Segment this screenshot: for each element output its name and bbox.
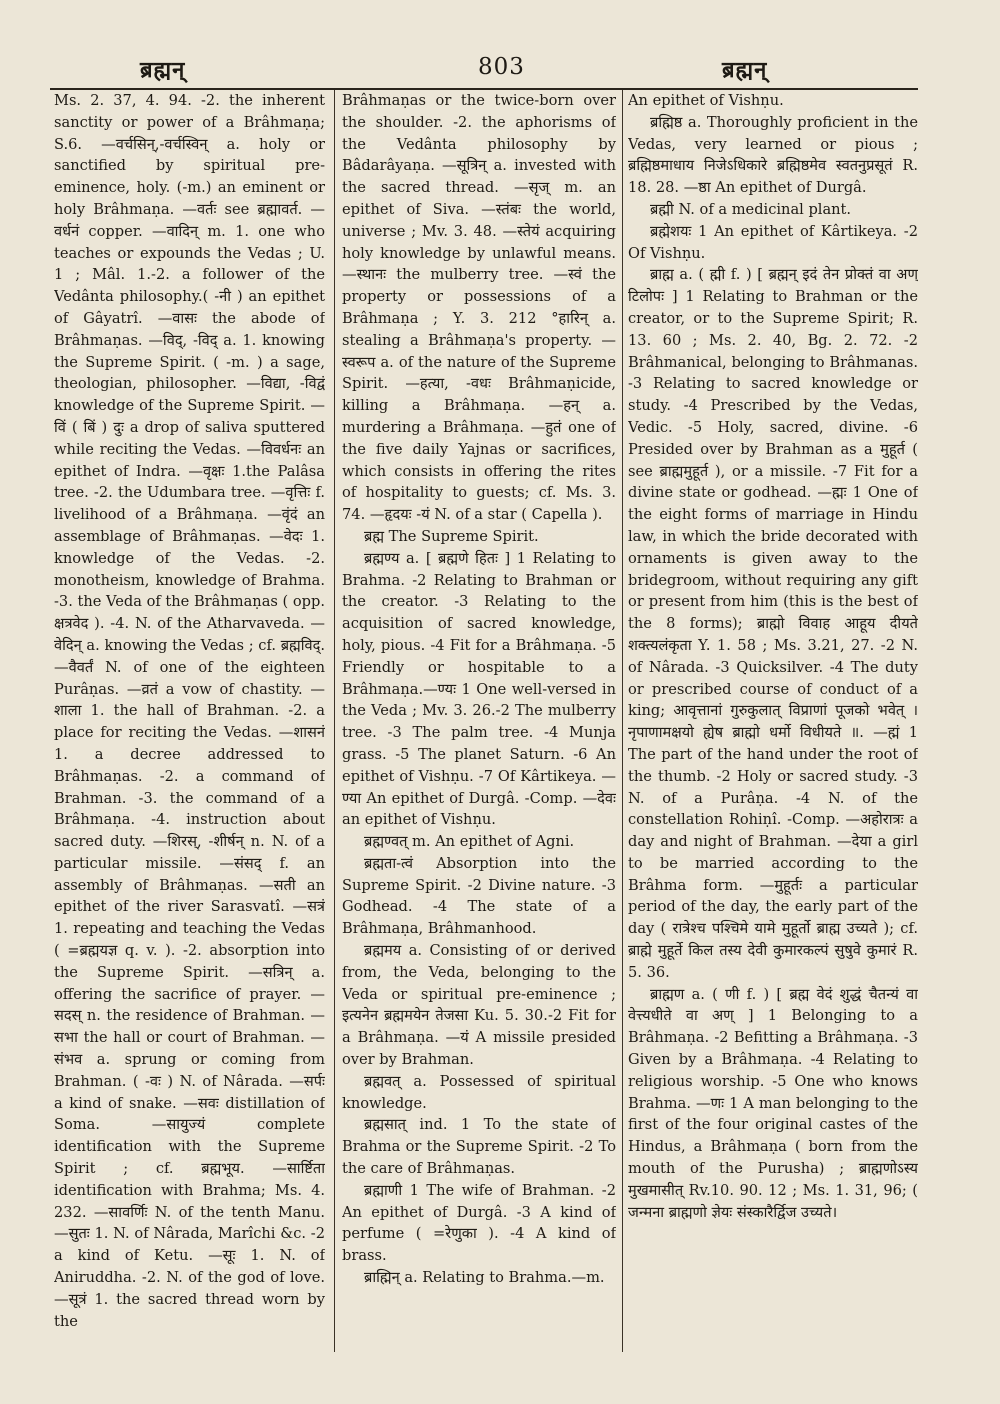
dictionary-entry: ब्रह्मसात् ind. 1 To the state of Brahma or the Supreme Spirit. -2 To the care of Brâhmaṇas. bbox=[342, 1116, 616, 1178]
dictionary-entry: ब्रह्म The Supreme Spirit. bbox=[364, 527, 539, 545]
dictionary-entry: ब्रह्मी N. of a medicinal plant. bbox=[650, 200, 852, 218]
dictionary-entry: ब्राह्मिन् a. Relating to Brahma.—m. bbox=[364, 1269, 605, 1287]
running-head-left: ब्रह्मन् bbox=[140, 57, 186, 83]
dictionary-entry: ब्रह्ममय a. Consisting of or derived from, the Veda, belonging to the Veda or spiritual pre-eminence ; इत्यनेन ब्रह्ममयेन तेजसा Ku. 5. 30.-2 Fit for a Brâhmaṇa. —यं A missile presided over by Brahman. bbox=[342, 942, 616, 1069]
running-head-right: ब्रह्मन् bbox=[722, 57, 768, 83]
dictionary-entry: ब्राह्मण a. ( णी f. ) [ ब्रह्म वेदं शुद्धं चैतन्यं वा वेत्त्यधीते वा अण् ] 1 Belonging to a Brâhmaṇa. -2 Befitting a Brâhmaṇa. -3 Given by a Brâhmaṇa. -4 Relating to religious worship. -5 One who knows Brahma. —णः 1 A man belonging to the first of the four original castes of the Hindus, a Brâhmaṇa ( born from the mouth of the Purusha) ; ब्राह्मणोऽस्य मुखमासीत् Rv.10. 90. 12 ; Ms. 1. 31, 96; ( जन्मना ब्राह्मणो ज्ञेयः संस्कारैर्द्विज उच्यते। bbox=[628, 985, 918, 1221]
dictionary-entry: ब्रह्मवत् a. Possessed of spiritual knowledge. bbox=[342, 1072, 616, 1112]
dictionary-entry: ब्रह्मेशयः 1 An epithet of Kârtikeya. -2 Of Vishṇu. bbox=[628, 222, 918, 262]
column-divider bbox=[334, 90, 335, 1352]
column-divider bbox=[622, 90, 623, 1352]
page-number: 803 bbox=[478, 54, 525, 80]
text-column-3 bbox=[628, 90, 918, 1360]
dictionary-entry: ब्रह्माणी 1 The wife of Brahman. -2 An epithet of Durgâ. -3 A kind of perfume ( =रेणुका ). -4 A kind of brass. bbox=[342, 1181, 616, 1265]
dictionary-entry: ब्रह्मिष्ठ a. Thoroughly proficient in the Vedas, very learned or pious ; ब्रह्मिष्ठमाधाय निजेऽधिकारे ब्रह्मिष्ठमेव स्वतनुप्रसूतं R. 18. 28. —ष्ठा An epithet of Durgâ. bbox=[628, 113, 918, 197]
dictionary-entry: ब्रह्मण्य a. [ ब्रह्मणे हितः ] 1 Relating to Brahma. -2 Relating to Brahman or the creator. -3 Relating to the acquisition of sacred knowledge, holy, pious. -4 Fit for a Brâhmaṇa. -5 Friendly or hospitable to a Brâhmaṇa.—ण्यः 1 One well-versed in the Veda ; Mv. 3. 26.-2 The mulberry tree. -3 The palm tree. -4 Munja grass. -5 The planet Saturn. -6 An epithet of Vishṇu. -7 Of Kârtikeya. —ण्या An epithet of Durgâ. -Comp. —देवः an epithet of Vishṇu. bbox=[342, 549, 616, 829]
dictionary-entry: ब्रह्मता-त्वं Absorption into the Supreme Spirit. -2 Divine nature. -3 Godhead. -4 The state of a Brâhmaṇa, Brâhmanhood. bbox=[342, 854, 616, 938]
column-paragraph: Ms. 2. 37, 4. 94. -2. the inherent sanctity or power of a Brâhmaṇa; S.6. —वर्चसिन्,-वर्चस्विन् a. holy or sanctified by spiritual pre-eminence, holy. (-m.) an eminent or holy Brâhmaṇa. —वर्तः see ब्रह्मावर्त. —वर्धनं copper. —वादिन् m. 1. one who teaches or expounds the Vedas ; U. 1 ; Mâl. 1.-2. a follower of the Vedânta philosophy.( -नी ) an epithet of Gâyatrî. —वासः the abode of Brâhmaṇas. —विद्, -विद् a. 1. knowing the Supreme Spirit. ( -m. ) a sage, theologian, philosopher. —विद्या, -विद्वं knowledge of the Supreme Spirit. —विं ( बिं ) दुः a drop of saliva sputtered while reciting the Vedas. —विवर्धनः an epithet of Indra. —वृक्षः 1.the Palâsa tree. -2. the Udumbara tree. —वृत्तिः f. livelihood of a Brâhmaṇa. —वृंदं an assemblage of Brâhmaṇas. —वेदः 1. knowledge of the Vedas. -2. monotheism, knowledge of Brahma. -3. the Veda of the Brâhmaṇas ( opp. क्षत्रवेद ). -4. N. of the Atharvaveda. —वेदिन् a. knowing the Vedas ; cf. ब्रह्मविद्. —वैवर्तं N. of one of the eighteen Purâṇas. —व्रतं a vow of chastity. —शाला 1. the hall of Brahman. -2. a place for reciting the Vedas. —शासनं 1. a decree addressed to Brâhmaṇas. -2. a command of Brahman. -3. the command of a Brâhmaṇa. -4. instruction about sacred duty. —शिरस्, -शीर्षन् n. N. of a particular missile. —संसद् f. an assembly of Brâhmaṇas. —सती an epithet of the river Sarasvatî. —सत्रं 1. repeating and teaching the Vedas ( =ब्रह्मयज्ञ q. v. ). -2. absorption into the Supreme Spirit. —सत्रिन् a. offering the sacrifice of prayer. —सदस् n. the residence of Brahman. —सभा the hall or court of Brahman. —संभव a. sprung or coming from Brahman. ( -वः ) N. of Nârada. —सर्पः a kind of snake. —सवः distillation of Soma. —सायुज्यं complete identification with the Supreme Spirit ; cf. ब्रह्मभूय. —सार्ष्टिता identification with Brahma; Ms. 4. 232. —सावर्णिः N. of the tenth Manu. —सुतः 1. N. of Nârada, Marîchi &c. -2 a kind of Ketu. —सूः 1. N. of Aniruddha. -2. N. of the god of love. —सूत्रं 1. the sacred thread worn by the bbox=[54, 92, 325, 1330]
text-column-2 bbox=[342, 90, 616, 1360]
column-paragraph: An epithet of Vishṇu. bbox=[628, 92, 784, 109]
dictionary-entry: ब्राह्म a. ( ह्मी f. ) [ ब्रह्मन् इदं तेन प्रोक्तं वा अण् टिलोपः ] 1 Relating to Brahman or the creator, or to the Supreme Spirit; R. 13. 60 ; Ms. 2. 40, Bg. 2. 72. -2 Brâhmanical, belonging to Brâhmanas. -3 Relating to sacred knowledge or study. -4 Prescribed by the Vedas, Vedic. -5 Holy, sacred, divine. -6 Presided over by Brahman as a मुहूर्त ( see ब्राह्ममुहूर्त ), or a missile. -7 Fit for a divine state or godhead. —ह्मः 1 One of the eight forms of marriage in Hindu law, in which the bride decorated with ornaments is given away to the bridegroom, without requiring any gift or present from him (this is the best of the 8 forms); ब्राह्मो विवाह आहूय दीयते शक्त्यलंकृता Y. 1. 58 ; Ms. 3.21, 27. -2 N. of Nârada. -3 Quicksilver. -4 The duty or prescribed course of conduct of a king; आवृत्तानां गुरुकुलात् विप्राणां पूजको भवेत् । नृपाणामक्षयो ह्येष ब्राह्मो धर्मो विधीयते ॥. —ह्मं 1 The part of the hand under the root of the thumb. -2 Holy or sacred study. -3 N. of a Purâṇa. -4 N. of the constellation Rohiṇî. -Comp. —अहोरात्रः a day and night of Brahman. —देया a girl to be married according to the Brâhma form. —मुहूर्तः a particular period of the day, the early part of the day ( रात्रेश्च पश्चिमे यामे मुहूर्तो ब्राह्म उच्यते ); cf. ब्राह्मे मुहूर्ते किल तस्य देवी कुमारकल्पं सुषुवे कुमारं R. 5. 36. bbox=[628, 266, 918, 981]
text-column-1 bbox=[54, 90, 325, 1360]
dictionary-entry: ब्रह्मण्वत् m. An epithet of Agni. bbox=[364, 833, 575, 851]
column-paragraph: Brâhmaṇas or the twice-born over the shoulder. -2. the aphorisms of the Vedânta philosophy by Bâdarâyaṇa. —सूत्रिन् a. invested with the sacred thread. —सृज् m. an epithet of Siva. —स्तंबः the world, universe ; Mv. 3. 48. —स्तेयं acquiring holy knowledge by unlawful means. —स्थानः the mulberry tree. —स्वं the property or possessions of a Brâhmaṇa ; Y. 3. 212 °हारिन् a. stealing a Brâhmaṇa's property. —स्वरूप a. of the nature of the Supreme Spirit. —हत्या, -वधः Brâhmaṇicide, killing a Brâhmaṇa. —हन् a. murdering a Brâhmaṇa. —हुतं one of the five daily Yajnas or sacrifices, which consists in offering the rites of hospitality to guests; cf. Ms. 3. 74. —हृदयः -यं N. of a star ( Capella ). bbox=[342, 92, 616, 524]
